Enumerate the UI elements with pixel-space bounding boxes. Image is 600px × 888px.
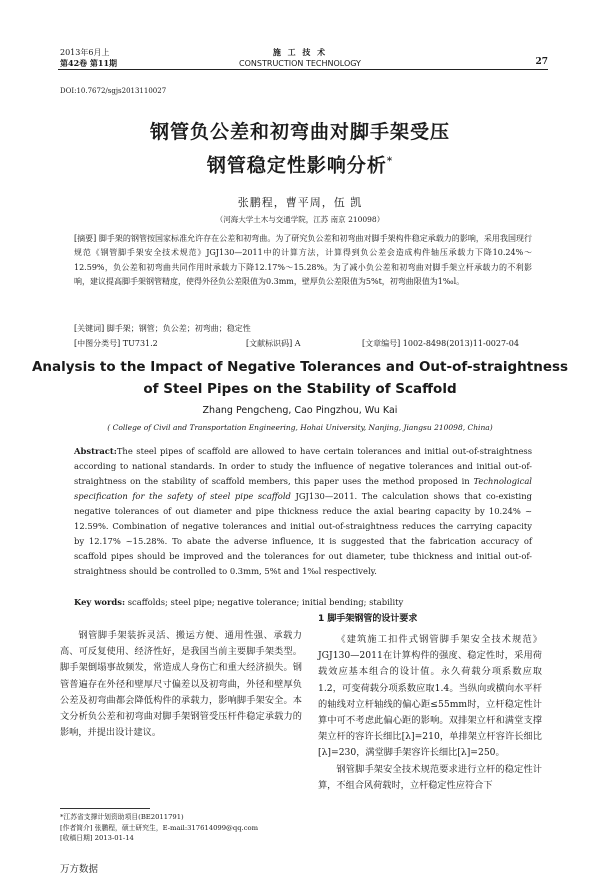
english-keywords: [74, 597, 403, 607]
chinese-keywords: [关键词] 脚手架；钢管；负公差；初弯曲；稳定性: [74, 324, 251, 333]
header-volume: 第42卷 第11期: [60, 58, 118, 68]
abstract-cited-spec: Technological specification for the safety of steel pipe scaffold: [74, 476, 532, 501]
abstract-text-part2: JGJ130—2011. The calculation shows that co-existing negative tolerances of out diameter and pipe thickness reduce the axial bearing capacity by 10.24% ~ 12.59%. Combination of negative tolerances and initial out-of-straightness reduces the carrying capacity by 12.17% ~15.28%. To abate the adverse influence, it is suggested that the fabrication accuracy of scaffold pipes should be improved and the tolerances for out diameter, tube thickness and initial out-of-straightness should be controlled to 0.3mm, 5%t and 1‰l respectively.: [74, 491, 532, 576]
header-journal-cn: 施 工 技 术: [272, 47, 328, 57]
section-heading: 1 脚手架钢管的设计要求: [318, 614, 418, 624]
body-left-column: [60, 628, 302, 741]
footer-watermark: 万方数据: [60, 864, 99, 875]
english-title-line1: Analysis to the Impact of Negative Tolerances and Out-of-straightness: [31, 359, 569, 375]
english-abstract: [74, 444, 532, 579]
section-paragraph-1: 《建筑施工扣件式钢管脚手架安全技术规范》JGJ130—2011在计算构件的强度、稳定性时，采用荷载效应基本组合的设计值。永久荷载分项系数应取1.2，可变荷载分项系数应取1.4。当纵向或横向水平杆的轴线对立杆轴线的偏心距≤55mm时，立杆稳定性计算中可不考虑此偏心距的影响。双排架立杆和满堂支撑架立杆的容许长细比[λ]=210，单排架立杆容许长细比[λ]=230，满堂脚手架容许长细比[λ]=250。: [318, 634, 542, 759]
document-code: [文献标识码] A: [246, 339, 301, 348]
header-date: 2013年6月上: [60, 48, 110, 57]
title-footnote-mark: *: [386, 156, 394, 167]
header-journal: [0, 47, 600, 69]
english-title-line2: of Steel Pipes on the Stability of Scaffold: [143, 381, 457, 397]
footnote-fund: *江苏省支撑计划资助项目(BE2011791): [60, 813, 184, 821]
keywords-text: scaffolds; steel pipe; negative tolerance; initial bending; stability: [127, 597, 404, 607]
abstract-text-part1: The steel pipes of scaffold are allowed to have certain tolerances and initial out-of-straightness according to national standards. In order to study the influence of negative tolerances and initial out-of-straightness on the stability of scaffold members, this paper uses the method proposed in: [74, 446, 532, 486]
doi: DOI:10.7672/sgjs2013110027: [60, 87, 167, 95]
header-journal-en: CONSTRUCTION TECHNOLOGY: [239, 59, 361, 68]
english-title: [0, 356, 600, 400]
chinese-title-line2: 钢管稳定性影响分析: [206, 154, 387, 177]
page-number: 27: [535, 57, 548, 67]
english-authors: Zhang Pengcheng, Cao Pingzhou, Wu Kai: [202, 405, 398, 416]
footnote-author: [作者简介] 张鹏程，硕士研究生，E-mail:317614099@qq.com: [60, 823, 259, 832]
chinese-title: [0, 118, 600, 180]
abstract-label: Abstract:: [74, 446, 117, 456]
footnote-received: [收稿日期] 2013-01-14: [60, 834, 134, 842]
chinese-abstract: [摘要] 脚手架的钢管按国家标准允许存在公差和初弯曲。为了研究负公差和初弯曲对脚手架构件稳定承载力的影响，采用我国现行规范《钢管脚手架安全技术规范》JGJ130—2011中的计算方法，计算得到负公差会造成构件轴压承载力下降10.24%～12.59%，负公差和初弯曲共同作用时承载力下降12.17%～15.28%。为了减小负公差和初弯曲对脚手架立杆承载力的不利影响，建议提高脚手架钢管精度，使得外径负公差限值为0.3mm，壁厚负公差限值为5%t，初弯曲限值为1‰l。: [74, 234, 532, 286]
chinese-title-line1: 钢管负公差和初弯曲对脚手架受压: [149, 121, 450, 143]
header-rule: [58, 69, 548, 70]
intro-paragraph: 钢管脚手架装拆灵活、搬运方便、通用性强、承载力高、可反复使用、经济性好，是我国当前主要脚手架类型。脚手架倒塌事故频发，常造成人身伤亡和重大经济损失。钢管普遍存在外径和壁厚尺寸偏差以及初弯曲，外径和壁厚负公差及初弯曲都会降低构件的承载力，影响脚手架安全。本文分析负公差和初弯曲对脚手架钢管受压杆件稳定承载力的影响，并提出设计建议。: [60, 630, 302, 739]
keywords-label: Key words:: [74, 597, 126, 607]
footnote-rule: [60, 808, 150, 809]
chinese-title-line2-wrap: [0, 147, 600, 180]
clc-number: [中图分类号] TU731.2: [74, 339, 158, 348]
chinese-affiliation: （河海大学土木与交通学院，江苏 南京 210098）: [215, 215, 385, 224]
english-affiliation: ( College of Civil and Transportation Engineering, Hohai University, Nanjing, Jiangsu 210098, China): [107, 423, 493, 432]
article-number: [文章编号] 1002-8498(2013)11-0027-04: [362, 339, 519, 348]
section-paragraph-2: 钢管脚手架安全技术规范要求进行立杆的稳定性计算，不组合风荷载时，立杆稳定性应符合下: [318, 763, 542, 791]
footnotes: [60, 812, 258, 844]
chinese-authors: 张鹏程，曹平周，伍 凯: [237, 196, 363, 209]
body-right-column: [318, 632, 542, 794]
